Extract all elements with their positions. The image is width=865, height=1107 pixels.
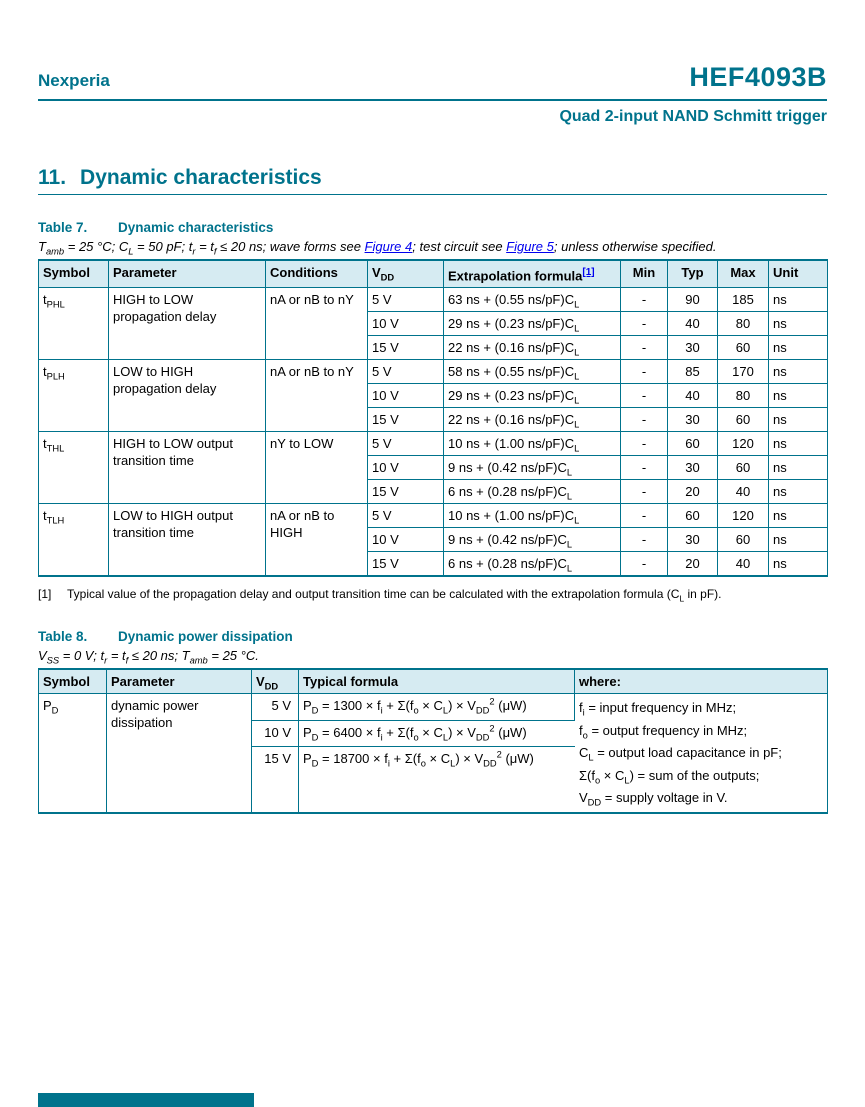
dynamic-characteristics-table xyxy=(38,259,828,577)
table7-caption-label: Table 7. xyxy=(38,220,88,235)
vdd-cell: 5 V xyxy=(252,694,299,720)
min-cell: - xyxy=(621,288,668,312)
formula-cell: 9 ns + (0.42 $ns/pF)C_L$ xyxy=(444,456,621,480)
unit-cell: ns xyxy=(769,384,828,408)
max-cell: 120 xyxy=(718,504,769,528)
formula-cell: 9 ns + (0.42 $ns/pF)C_L$ xyxy=(444,528,621,552)
typ-cell: 30 xyxy=(668,408,718,432)
column-header-parameter: Parameter xyxy=(109,260,266,288)
formula-cell: 6 ns + (0.28 $ns/pF)C_L$ xyxy=(444,552,621,577)
formula-cell: 29 ns + (0.23 $ns/pF)C_L$ xyxy=(444,312,621,336)
typ-cell: 40 xyxy=(668,384,718,408)
part-number: HEF4093B xyxy=(689,62,827,92)
formula-cell: $P_D = 6400 \times f_i + \Sigma(f_o \times C_L) \times V_{DD}^2$ (μW) xyxy=(299,720,575,746)
max-cell: 60 xyxy=(718,408,769,432)
conditions-cell: nY to LOW xyxy=(266,432,368,504)
parameter-cell: HIGH to LOW output transition time xyxy=(109,432,266,504)
footnote-1 xyxy=(38,586,827,602)
figure-5-link[interactable]: Figure 5 xyxy=(506,239,554,254)
table7-header-row xyxy=(39,260,828,288)
vdd-cell: 5 V xyxy=(368,432,444,456)
unit-cell: ns xyxy=(769,360,828,384)
figure-4-link[interactable]: Figure 4 xyxy=(364,239,413,254)
header-rule xyxy=(38,99,827,101)
typ-cell: 20 xyxy=(668,480,718,504)
symbol-cell: $t_{THL}$ xyxy=(39,432,109,504)
typ-cell: 30 xyxy=(668,528,718,552)
formula-cell: 22 ns + (0.16 $ns/pF)C_L$ xyxy=(444,408,621,432)
column-header-parameter: Parameter xyxy=(107,669,252,694)
max-cell: 60 xyxy=(718,528,769,552)
table8-caption xyxy=(38,628,827,645)
formula-cell: 10 ns + (1.00 $ns/pF)C_L$ xyxy=(444,432,621,456)
max-cell: 40 xyxy=(718,480,769,504)
brand-name: Nexperia xyxy=(38,71,110,90)
min-cell: - xyxy=(621,312,668,336)
unit-cell: ns xyxy=(769,504,828,528)
typ-cell: 40 xyxy=(668,312,718,336)
table8-conditions xyxy=(38,647,827,664)
table7-conditions-text: ; unless otherwise specified. xyxy=(553,239,717,254)
max-cell: 60 xyxy=(718,336,769,360)
symbol-cell: $P_D$ xyxy=(39,694,107,814)
column-header-typ: Typ xyxy=(668,260,718,288)
table-row xyxy=(39,432,828,456)
table8-conditions-text: $V_{SS} = 0$ V; $t_r = t_f \le 20$ ns; $T_{amb} = 25$ °C. xyxy=(38,648,259,666)
table8-caption-label: Table 8. xyxy=(38,629,88,645)
formula-cell: 6 ns + (0.28 $ns/pF)C_L$ xyxy=(444,480,621,504)
where-line: $f_o$ = output frequency in MHz; xyxy=(579,722,748,741)
formula-cell: 10 ns + (1.00 $ns/pF)C_L$ xyxy=(444,504,621,528)
unit-cell: ns xyxy=(769,288,828,312)
column-header-vdd: $V_{DD}$ xyxy=(368,260,444,288)
where-line: $C_L$ = output load capacitance in pF; xyxy=(579,745,782,763)
typ-cell: 60 xyxy=(668,432,718,456)
max-cell: 185 xyxy=(718,288,769,312)
conditions-cell: nA or nB to HIGH xyxy=(266,504,368,577)
typ-cell: 30 xyxy=(668,456,718,480)
min-cell: - xyxy=(621,360,668,384)
formula-cell: $P_D = 1300 \times f_i + \Sigma(f_o \times C_L) \times V_{DD}^2$ (μW) xyxy=(299,694,575,720)
unit-cell: ns xyxy=(769,408,828,432)
where-line: $f_i$ = input frequency in MHz; xyxy=(579,700,737,718)
unit-cell: ns xyxy=(769,312,828,336)
min-cell: - xyxy=(621,384,668,408)
symbol-cell: $t_{TLH}$ xyxy=(39,504,109,577)
footer-bar xyxy=(38,1093,254,1107)
typ-cell: 60 xyxy=(668,504,718,528)
table-row xyxy=(39,360,828,384)
table7-conditions-text: ; test circuit see xyxy=(412,239,507,254)
parameter-cell: HIGH to LOW propagation delay xyxy=(109,288,266,360)
column-header-extrapolation-formula: Extrapolation formula[1] xyxy=(444,260,621,288)
table7-conditions-text: $T_{amb} = 25$ °C; $C_L = 50$ pF; $t_r = t_f \le 20$ ns; wave forms see xyxy=(38,239,365,257)
section-rule xyxy=(38,194,827,195)
vdd-cell: 10 V xyxy=(368,456,444,480)
where-line: $\Sigma(f_o \times C_L)$ = sum of the outputs; xyxy=(579,767,760,786)
typ-cell: 20 xyxy=(668,552,718,577)
max-cell: 80 xyxy=(718,312,769,336)
table8-caption-title: Dynamic power dissipation xyxy=(118,629,293,645)
column-header-where: where: xyxy=(575,669,828,694)
vdd-cell: 15 V xyxy=(368,336,444,360)
vdd-cell: 10 V xyxy=(368,528,444,552)
column-header-min: Min xyxy=(621,260,668,288)
typ-cell: 90 xyxy=(668,288,718,312)
max-cell: 60 xyxy=(718,456,769,480)
min-cell: - xyxy=(621,552,668,577)
formula-cell: 29 ns + (0.23 $ns/pF)C_L$ xyxy=(444,384,621,408)
column-header-symbol: Symbol xyxy=(39,260,109,288)
column-header-vdd: $V_{DD}$ xyxy=(252,669,299,694)
symbol-cell: $t_{PLH}$ xyxy=(39,360,109,432)
unit-cell: ns xyxy=(769,336,828,360)
table-row xyxy=(39,694,828,720)
vdd-cell: 15 V xyxy=(368,480,444,504)
min-cell: - xyxy=(621,480,668,504)
formula-cell: 22 ns + (0.16 $ns/pF)C_L$ xyxy=(444,336,621,360)
where-line: $V_{DD}$ = supply voltage in V. xyxy=(579,789,728,808)
section-heading xyxy=(38,166,827,190)
min-cell: - xyxy=(621,408,668,432)
unit-cell: ns xyxy=(769,480,828,504)
vdd-cell: 15 V xyxy=(252,747,299,814)
max-cell: 120 xyxy=(718,432,769,456)
parameter-cell: dynamic power dissipation xyxy=(107,694,252,814)
conditions-cell: nA or nB to nY xyxy=(266,360,368,432)
unit-cell: ns xyxy=(769,552,828,577)
column-header-max: Max xyxy=(718,260,769,288)
column-header-typical-formula: Typical formula xyxy=(299,669,575,694)
parameter-cell: LOW to HIGH output transition time xyxy=(109,504,266,577)
table7-caption-title: Dynamic characteristics xyxy=(118,220,274,235)
vdd-cell: 5 V xyxy=(368,360,444,384)
typ-cell: 30 xyxy=(668,336,718,360)
conditions-cell: nA or nB to nY xyxy=(266,288,368,360)
min-cell: - xyxy=(621,456,668,480)
unit-cell: ns xyxy=(769,432,828,456)
max-cell: 80 xyxy=(718,384,769,408)
table7-caption xyxy=(38,219,827,236)
table8-header-row xyxy=(39,669,828,694)
min-cell: - xyxy=(621,504,668,528)
footnote-marker: [1] xyxy=(38,587,52,602)
vdd-cell: 10 V xyxy=(368,384,444,408)
section-number: 11. xyxy=(38,166,67,189)
document-header xyxy=(38,0,827,126)
min-cell: - xyxy=(621,336,668,360)
formula-cell: $P_D = 18700 \times f_i + \Sigma(f_o \times C_L) \times V_{DD}^2$ (μW) xyxy=(299,747,575,814)
column-header-unit: Unit xyxy=(769,260,828,288)
table7-conditions xyxy=(38,238,827,255)
min-cell: - xyxy=(621,432,668,456)
vdd-cell: 10 V xyxy=(368,312,444,336)
max-cell: 40 xyxy=(718,552,769,577)
vdd-cell: 10 V xyxy=(252,720,299,746)
vdd-cell: 15 V xyxy=(368,552,444,577)
footnote-1-reference[interactable]: [1] xyxy=(582,267,595,278)
min-cell: - xyxy=(621,528,668,552)
max-cell: 170 xyxy=(718,360,769,384)
formula-cell: 63 ns + (0.55 $ns/pF)C_L$ xyxy=(444,288,621,312)
symbol-cell: $t_{PHL}$ xyxy=(39,288,109,360)
formula-cell: 58 ns + (0.55 $ns/pF)C_L$ xyxy=(444,360,621,384)
vdd-cell: 15 V xyxy=(368,408,444,432)
where-definitions-cell xyxy=(575,694,828,814)
document-subtitle: Quad 2-input NAND Schmitt trigger xyxy=(559,108,827,125)
vdd-cell: 5 V xyxy=(368,288,444,312)
parameter-cell: LOW to HIGH propagation delay xyxy=(109,360,266,432)
section-title: Dynamic characteristics xyxy=(80,166,322,189)
column-header-conditions: Conditions xyxy=(266,260,368,288)
dynamic-power-dissipation-table xyxy=(38,668,828,814)
typ-cell: 85 xyxy=(668,360,718,384)
column-header-symbol: Symbol xyxy=(39,669,107,694)
vdd-cell: 5 V xyxy=(368,504,444,528)
unit-cell: ns xyxy=(769,456,828,480)
table-row xyxy=(39,504,828,528)
unit-cell: ns xyxy=(769,528,828,552)
table-row xyxy=(39,288,828,312)
footnote-text: Typical value of the propagation delay and output transition time can be calculated with the extrapolation formula ($C_L$ in pF). xyxy=(67,587,722,604)
